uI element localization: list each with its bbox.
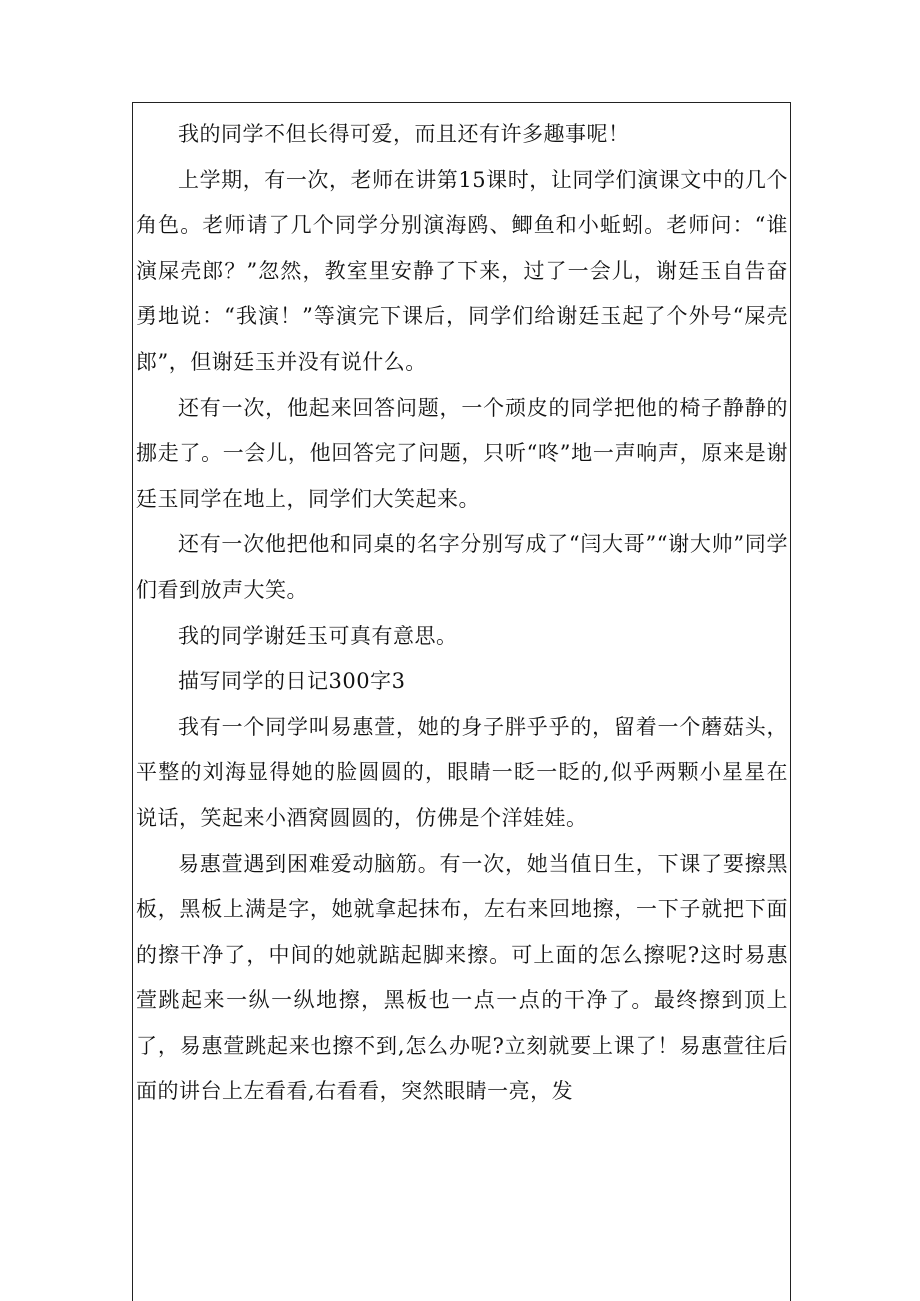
paragraph-1: 我的同学不但长得可爱，而且还有许多趣事呢！: [178, 122, 630, 146]
section-heading: 描写同学的日记300字3: [178, 669, 406, 694]
document-body: [136, 112, 788, 1115]
paragraph-4: 还有一次他把他和同桌的名字分别写成了“闫大哥”“谢大帅”同学们看到放声大笑。: [136, 532, 788, 602]
paragraph-6: 我有一个同学叫易惠萱，她的身子胖乎乎的，留着一个蘑菇头，平整的刘海显得她的脸圆圆的，眼睛一眨一眨的,似乎两颗小星星在说话，笑起来小酒窝圆圆的，仿佛是个洋娃娃。: [136, 714, 788, 830]
paragraph-3: 还有一次，他起来回答问题，一个顽皮的同学把他的椅子静静的挪走了。一会儿，他回答完了问题，只听“咚”地一声响声，原来是谢廷玉同学在地上，同学们大笑起来。: [136, 395, 788, 511]
paragraph-5: 我的同学谢廷玉可真有意思。: [178, 623, 458, 648]
paragraph-2: 上学期，有一次，老师在讲第15课时，让同学们演课文中的几个角色。老师请了几个同学分别演海鸥、鲫鱼和小蚯蚓。老师问：“谁演屎壳郎？”忽然，教室里安静了下来，过了一会儿，谢廷玉自告奋勇地说：“我演！”等演完下课后，同学们给谢廷玉起了个外号“屎壳郎”，但谢廷玉并没有说什么。: [136, 167, 788, 374]
paragraph-7: 易惠萱遇到困难爱动脑筋。有一次，她当值日生，下课了要擦黑板，黑板上满是字，她就拿起抹布，左右来回地擦，一下子就把下面的擦干净了，中间的她就踮起脚来擦。可上面的怎么擦呢?这时易惠萱跳起来一纵一纵地擦，黑板也一点一点的干净了。最终擦到顶上了，易惠萱跳起来也擦不到,怎么办呢?立刻就要上课了！易惠萱往后面的讲台上左看看,右看看，突然眼睛一亮，发: [136, 851, 788, 1104]
